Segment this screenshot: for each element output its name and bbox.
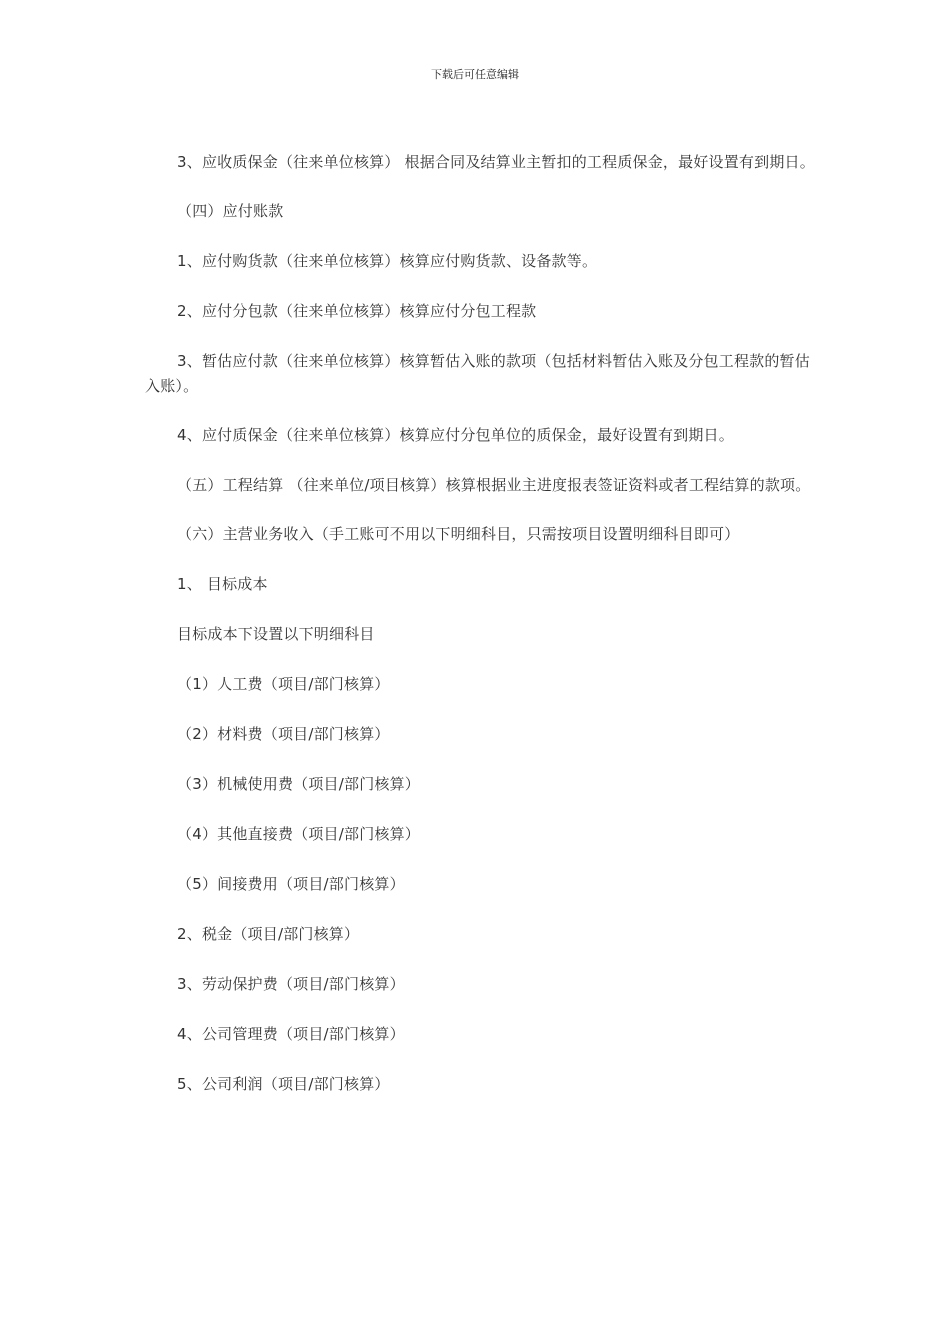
page-header: 下载后可任意编辑 — [431, 68, 519, 81]
list-item-machinery-cost: （3）机械使用费（项目/部门核算） — [177, 775, 420, 793]
paragraph-receivable-retention: 3、应收质保金（往来单位核算） 根据合同及结算业主暂扣的工程质保金，最好设置有到期日。 — [177, 153, 815, 171]
paragraph-labor-protection: 3、劳动保护费（项目/部门核算） — [177, 975, 405, 993]
paragraph-company-management-fee: 4、公司管理费（项目/部门核算） — [177, 1025, 405, 1043]
list-item-labor-cost: （1）人工费（项目/部门核算） — [177, 675, 390, 693]
list-item-material-cost: （2）材料费（项目/部门核算） — [177, 725, 390, 743]
list-item-indirect-cost: （5）间接费用（项目/部门核算） — [177, 875, 405, 893]
paragraph-company-profit: 5、公司利润（项目/部门核算） — [177, 1075, 390, 1093]
section-heading-project-settlement: （五）工程结算 （往来单位/项目核算）核算根据业主进度报表签证资料或者工程结算的款项。 — [177, 476, 811, 494]
paragraph-tax: 2、税金（项目/部门核算） — [177, 925, 360, 943]
paragraph-target-cost-note: 目标成本下设置以下明细科目 — [177, 625, 375, 643]
paragraph-payable-purchase: 1、应付购货款（往来单位核算）核算应付购货款、设备款等。 — [177, 252, 598, 270]
list-item-other-direct-cost: （4）其他直接费（项目/部门核算） — [177, 825, 420, 843]
paragraph-payable-subcontract: 2、应付分包款（往来单位核算）核算应付分包工程款 — [177, 302, 537, 320]
section-heading-accounts-payable: （四）应付账款 — [177, 202, 284, 220]
paragraph-estimated-payable: 3、暂估应付款（往来单位核算）核算暂估入账的款项（包括材料暂估入账及分包工程款的暂估入账）。 — [145, 352, 810, 395]
section-heading-main-revenue: （六）主营业务收入（手工账可不用以下明细科目，只需按项目设置明细科目即可） — [177, 525, 740, 543]
paragraph-target-cost: 1、 目标成本 — [177, 575, 268, 593]
document-body — [145, 150, 817, 1122]
paragraph-payable-retention: 4、应付质保金（往来单位核算）核算应付分包单位的质保金，最好设置有到期日。 — [177, 426, 734, 444]
